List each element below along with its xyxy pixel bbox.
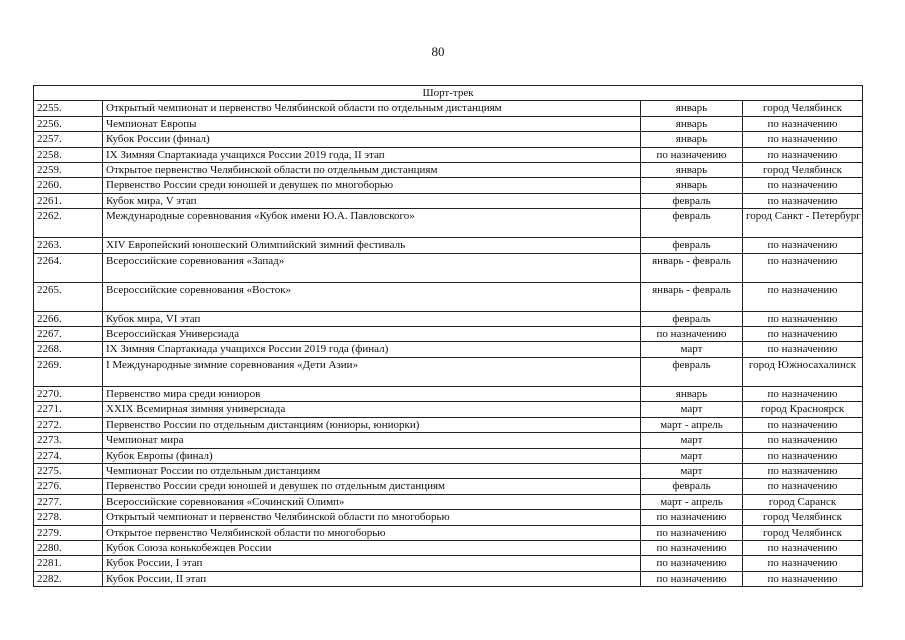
row-number-cell: 2258. bbox=[34, 147, 103, 162]
event-date-cell: февраль bbox=[641, 357, 743, 386]
event-name-cell: Первенство России по отдельным дистанциям (юниоры, юниорки) bbox=[103, 417, 641, 432]
table-row bbox=[34, 193, 863, 208]
table-row bbox=[34, 311, 863, 326]
event-name-cell: Первенство России среди юношей и девушек по многоборью bbox=[103, 178, 641, 193]
table-row bbox=[34, 494, 863, 509]
event-name-cell: Чемпионат мира bbox=[103, 433, 641, 448]
event-place-cell: по назначению bbox=[743, 147, 863, 162]
event-date-cell: по назначению bbox=[641, 525, 743, 540]
event-date-cell: по назначению bbox=[641, 147, 743, 162]
event-name-cell: Кубок Европы (финал) bbox=[103, 448, 641, 463]
table-row bbox=[34, 147, 863, 162]
table-row bbox=[34, 132, 863, 147]
table-row bbox=[34, 433, 863, 448]
row-number-cell: 2267. bbox=[34, 327, 103, 342]
event-name-cell: Первенство России среди юношей и девушек по отдельным дистанциям bbox=[103, 479, 641, 494]
event-place-cell: город Челябинск bbox=[743, 163, 863, 178]
event-place-cell: по назначению bbox=[743, 238, 863, 253]
event-name-cell: Открытый чемпионат и первенство Челябинской области по многоборью bbox=[103, 510, 641, 525]
row-number-cell: 2262. bbox=[34, 209, 103, 238]
page-number: 80 bbox=[431, 44, 445, 59]
row-number-cell: 2261. bbox=[34, 193, 103, 208]
event-place-cell: город Челябинск bbox=[743, 525, 863, 540]
event-place-cell: по назначению bbox=[743, 193, 863, 208]
event-name-cell: Всероссийские соревнования «Восток» bbox=[103, 282, 641, 311]
event-name-cell: Кубок России, I этап bbox=[103, 556, 641, 571]
event-name-cell: Кубок России, II этап bbox=[103, 571, 641, 586]
event-date-cell: по назначению bbox=[641, 571, 743, 586]
event-place-cell: по назначению bbox=[743, 132, 863, 147]
section-header-row bbox=[34, 86, 863, 101]
table-row bbox=[34, 463, 863, 478]
event-place-cell: по назначению bbox=[743, 253, 863, 282]
row-number-cell: 2260. bbox=[34, 178, 103, 193]
event-name-cell: I Международные зимние соревнования «Дети Азии» bbox=[103, 357, 641, 386]
row-number-cell: 2255. bbox=[34, 101, 103, 116]
event-name-cell: Чемпионат Европы bbox=[103, 116, 641, 131]
table-row bbox=[34, 479, 863, 494]
table-row bbox=[34, 357, 863, 386]
table-row bbox=[34, 163, 863, 178]
event-place-cell: город Челябинск bbox=[743, 101, 863, 116]
event-name-cell: XIV Европейский юношеский Олимпийский зимний фестиваль bbox=[103, 238, 641, 253]
table-row bbox=[34, 342, 863, 357]
table-row bbox=[34, 253, 863, 282]
table-row bbox=[34, 448, 863, 463]
event-place-cell: по назначению bbox=[743, 433, 863, 448]
event-date-cell: март bbox=[641, 342, 743, 357]
row-number-cell: 2270. bbox=[34, 386, 103, 401]
event-date-cell: март bbox=[641, 448, 743, 463]
event-date-cell: по назначению bbox=[641, 540, 743, 555]
event-place-cell: город Санкт - Петербург bbox=[743, 209, 863, 238]
row-number-cell: 2265. bbox=[34, 282, 103, 311]
table-row bbox=[34, 116, 863, 131]
event-date-cell: февраль bbox=[641, 479, 743, 494]
event-date-cell: февраль bbox=[641, 209, 743, 238]
event-date-cell: январь bbox=[641, 386, 743, 401]
event-name-cell: IX Зимняя Спартакиада учащихся России 2019 года (финал) bbox=[103, 342, 641, 357]
event-place-cell: по назначению bbox=[743, 386, 863, 401]
event-place-cell: по назначению bbox=[743, 556, 863, 571]
table-row bbox=[34, 540, 863, 555]
row-number-cell: 2278. bbox=[34, 510, 103, 525]
event-date-cell: по назначению bbox=[641, 556, 743, 571]
row-number-cell: 2259. bbox=[34, 163, 103, 178]
event-name-cell: XXIX Всемирная зимняя универсиада bbox=[103, 402, 641, 417]
event-place-cell: по назначению bbox=[743, 116, 863, 131]
row-number-cell: 2272. bbox=[34, 417, 103, 432]
row-number-cell: 2280. bbox=[34, 540, 103, 555]
event-name-cell: Всероссийские соревнования «Сочинский Олимп» bbox=[103, 494, 641, 509]
event-date-cell: январь bbox=[641, 163, 743, 178]
event-place-cell: по назначению bbox=[743, 417, 863, 432]
event-place-cell: город Красноярск bbox=[743, 402, 863, 417]
table-row bbox=[34, 525, 863, 540]
event-place-cell: по назначению bbox=[743, 311, 863, 326]
event-name-cell: IX Зимняя Спартакиада учащихся России 2019 года, II этап bbox=[103, 147, 641, 162]
event-name-cell: Чемпионат России по отдельным дистанциям bbox=[103, 463, 641, 478]
row-number-cell: 2257. bbox=[34, 132, 103, 147]
row-number-cell: 2269. bbox=[34, 357, 103, 386]
table-row bbox=[34, 556, 863, 571]
section-title: Шорт-трек bbox=[34, 86, 863, 101]
event-date-cell: январь bbox=[641, 132, 743, 147]
event-name-cell: Всероссийская Универсиада bbox=[103, 327, 641, 342]
event-place-cell: по назначению bbox=[743, 178, 863, 193]
event-date-cell: февраль bbox=[641, 311, 743, 326]
table-row bbox=[34, 209, 863, 238]
event-place-cell: по назначению bbox=[743, 342, 863, 357]
row-number-cell: 2263. bbox=[34, 238, 103, 253]
table-row bbox=[34, 327, 863, 342]
table-row bbox=[34, 282, 863, 311]
table-row bbox=[34, 510, 863, 525]
event-date-cell: по назначению bbox=[641, 327, 743, 342]
event-date-cell: февраль bbox=[641, 193, 743, 208]
event-date-cell: январь - февраль bbox=[641, 253, 743, 282]
event-name-cell: Кубок мира, V этап bbox=[103, 193, 641, 208]
event-date-cell: март bbox=[641, 463, 743, 478]
row-number-cell: 2279. bbox=[34, 525, 103, 540]
event-place-cell: по назначению bbox=[743, 571, 863, 586]
event-place-cell: по назначению bbox=[743, 540, 863, 555]
table-row bbox=[34, 571, 863, 586]
event-place-cell: по назначению bbox=[743, 448, 863, 463]
event-date-cell: март - апрель bbox=[641, 417, 743, 432]
table-row bbox=[34, 101, 863, 116]
row-number-cell: 2266. bbox=[34, 311, 103, 326]
row-number-cell: 2274. bbox=[34, 448, 103, 463]
event-date-cell: январь bbox=[641, 178, 743, 193]
table-row bbox=[34, 238, 863, 253]
table-row bbox=[34, 402, 863, 417]
event-name-cell: Международные соревнования «Кубок имени Ю.А. Павловского» bbox=[103, 209, 641, 238]
event-place-cell: город Саранск bbox=[743, 494, 863, 509]
event-place-cell: город Челябинск bbox=[743, 510, 863, 525]
row-number-cell: 2282. bbox=[34, 571, 103, 586]
event-name-cell: Кубок мира, VI этап bbox=[103, 311, 641, 326]
row-number-cell: 2268. bbox=[34, 342, 103, 357]
event-name-cell: Открытое первенство Челябинской области по отдельным дистанциям bbox=[103, 163, 641, 178]
row-number-cell: 2271. bbox=[34, 402, 103, 417]
event-name-cell: Всероссийские соревнования «Запад» bbox=[103, 253, 641, 282]
event-date-cell: январь bbox=[641, 116, 743, 131]
event-date-cell: февраль bbox=[641, 238, 743, 253]
event-name-cell: Открытый чемпионат и первенство Челябинской области по отдельным дистанциям bbox=[103, 101, 641, 116]
events-table bbox=[33, 85, 863, 587]
row-number-cell: 2273. bbox=[34, 433, 103, 448]
event-date-cell: январь - февраль bbox=[641, 282, 743, 311]
row-number-cell: 2276. bbox=[34, 479, 103, 494]
event-place-cell: город Южносахалинск bbox=[743, 357, 863, 386]
event-place-cell: по назначению bbox=[743, 479, 863, 494]
table-body bbox=[34, 86, 863, 587]
event-name-cell: Кубок Союза конькобежцев России bbox=[103, 540, 641, 555]
table-row bbox=[34, 417, 863, 432]
event-date-cell: март - апрель bbox=[641, 494, 743, 509]
event-date-cell: январь bbox=[641, 101, 743, 116]
row-number-cell: 2277. bbox=[34, 494, 103, 509]
row-number-cell: 2281. bbox=[34, 556, 103, 571]
event-date-cell: март bbox=[641, 433, 743, 448]
row-number-cell: 2264. bbox=[34, 253, 103, 282]
event-place-cell: по назначению bbox=[743, 463, 863, 478]
row-number-cell: 2256. bbox=[34, 116, 103, 131]
event-date-cell: по назначению bbox=[641, 510, 743, 525]
event-name-cell: Кубок России (финал) bbox=[103, 132, 641, 147]
event-name-cell: Первенство мира среди юниоров bbox=[103, 386, 641, 401]
row-number-cell: 2275. bbox=[34, 463, 103, 478]
table-row bbox=[34, 386, 863, 401]
event-place-cell: по назначению bbox=[743, 327, 863, 342]
table-row bbox=[34, 178, 863, 193]
event-name-cell: Открытое первенство Челябинской области по многоборью bbox=[103, 525, 641, 540]
event-date-cell: март bbox=[641, 402, 743, 417]
event-place-cell: по назначению bbox=[743, 282, 863, 311]
